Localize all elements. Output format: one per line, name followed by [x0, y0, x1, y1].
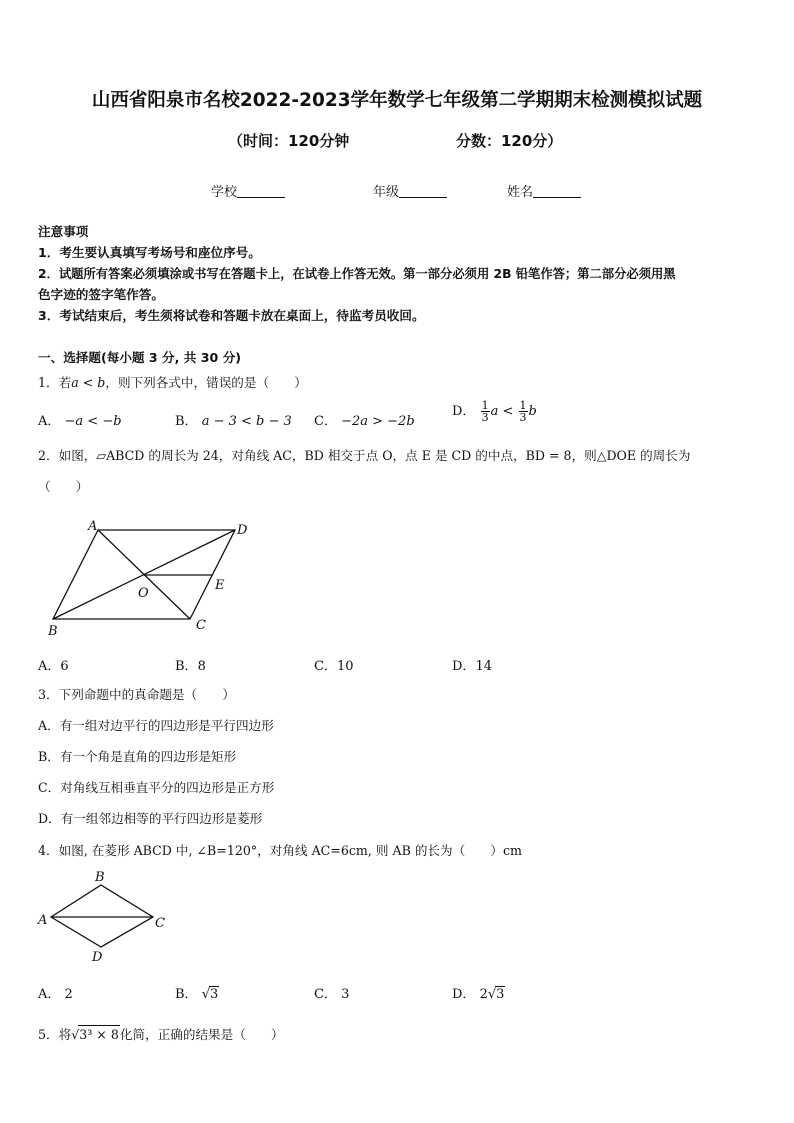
school-field[interactable] — [211, 181, 285, 200]
label-d: D — [237, 523, 248, 538]
q4-option-d[interactable]: D． 2√3 — [452, 987, 505, 1002]
q4-option-a[interactable]: A． 2 — [38, 987, 73, 1002]
label-a: A — [88, 519, 98, 534]
fraction: $\frac{1}{3}$ — [519, 399, 527, 424]
name-label: 姓名 — [507, 185, 534, 200]
label-c: C — [155, 916, 165, 931]
q1-option-b[interactable]: B． a − 3 < b − 3 — [175, 414, 292, 429]
notice-heading: 注意事项 — [38, 224, 89, 239]
page-title: 山西省阳泉市名校2022-2023学年数学七年级第二学期期末检测模拟试题 — [91, 90, 703, 111]
q3-stem: 3．下列命题中的真命题是（ ） — [38, 687, 235, 702]
label-e: E — [215, 578, 225, 593]
parallelogram-figure — [40, 515, 270, 645]
label-o: O — [138, 586, 149, 601]
sqrt-sign: √ — [487, 987, 497, 1002]
q2-option-d[interactable]: D．14 — [452, 659, 492, 674]
grade-field[interactable] — [373, 181, 447, 200]
q2-option-b[interactable]: B．8 — [175, 659, 206, 674]
q2-stem: 2．如图，▱ABCD 的周长为 24，对角线 AC，BD 相交于点 O，点 E 是 CD 的中点，BD = 8，则△DOE 的周长为 — [38, 448, 691, 463]
q3-option-d[interactable]: D．有一组邻边相等的平行四边形是菱形 — [38, 811, 263, 826]
rhombus-abcd — [51, 885, 153, 947]
q1-stem: 1．若a < b，则下列各式中，错误的是（ ） — [38, 375, 307, 390]
notice-item-2: 2．试题所有答案必须填涂或书写在答题卡上，在试卷上作答无效。第一部分必须用 2B 铅笔作答；第二部分必须用黑 — [38, 267, 676, 281]
q3-option-a[interactable]: A．有一组对边平行的四边形是平行四边形 — [38, 718, 274, 733]
label-b: B — [48, 624, 58, 639]
q4-stem: 4．如图, 在菱形 ABCD 中, ∠B=120°，对角线 AC=6cm, 则 AB 的长为（ ）cm — [38, 843, 522, 858]
notice-item-2-cont: 色字迹的签字笔作答。 — [38, 287, 164, 302]
label-d: D — [92, 950, 103, 965]
q1-option-d[interactable]: D． $\frac{1}{3}$ a < $\frac{1}{3}$ b — [452, 399, 537, 424]
q4-option-b[interactable]: B． √3 — [175, 987, 219, 1002]
name-field[interactable] — [507, 181, 581, 200]
q2-option-a[interactable]: A．6 — [38, 659, 69, 674]
label-b: B — [95, 870, 105, 885]
q4-option-c[interactable]: C． 3 — [314, 987, 350, 1002]
q2-stem-cont: （ ） — [38, 479, 89, 494]
grade-label: 年级 — [373, 185, 400, 200]
school-label: 学校 — [211, 185, 238, 200]
school-blank[interactable] — [237, 183, 285, 198]
fraction: $\frac{1}{3}$ — [481, 399, 489, 424]
label-a: A — [38, 913, 48, 928]
q1-option-a[interactable]: A． −a < −b — [38, 414, 122, 429]
q5-stem: 5．将√3³ × 8化简，正确的结果是（ ） — [38, 1027, 284, 1042]
section-heading: 一、选择题(每小题 3 分, 共 30 分) — [38, 350, 242, 365]
q1-option-c[interactable]: C． −2a > −2b — [314, 414, 415, 429]
rhombus-figure — [34, 866, 184, 966]
q2-option-c[interactable]: C．10 — [314, 659, 354, 674]
radicand: 3³ × 8 — [79, 1027, 119, 1042]
name-blank[interactable] — [533, 183, 581, 198]
sqrt-sign: √ — [71, 1027, 80, 1042]
q3-option-b[interactable]: B．有一个角是直角的四边形是矩形 — [38, 749, 237, 764]
notice-item-1: 1．考生要认真填写考场号和座位序号。 — [38, 245, 261, 260]
q3-option-c[interactable]: C．对角线互相垂直平分的四边形是正方形 — [38, 780, 275, 795]
sqrt-sign: √ — [201, 987, 210, 1002]
time-info: （时间：120分钟 — [228, 132, 350, 150]
grade-blank[interactable] — [399, 183, 447, 198]
score-info: 分数：120分） — [456, 132, 563, 150]
notice-item-3: 3．考试结束后，考生须将试卷和答题卡放在桌面上，待监考员收回。 — [38, 308, 425, 323]
label-c: C — [196, 618, 206, 633]
